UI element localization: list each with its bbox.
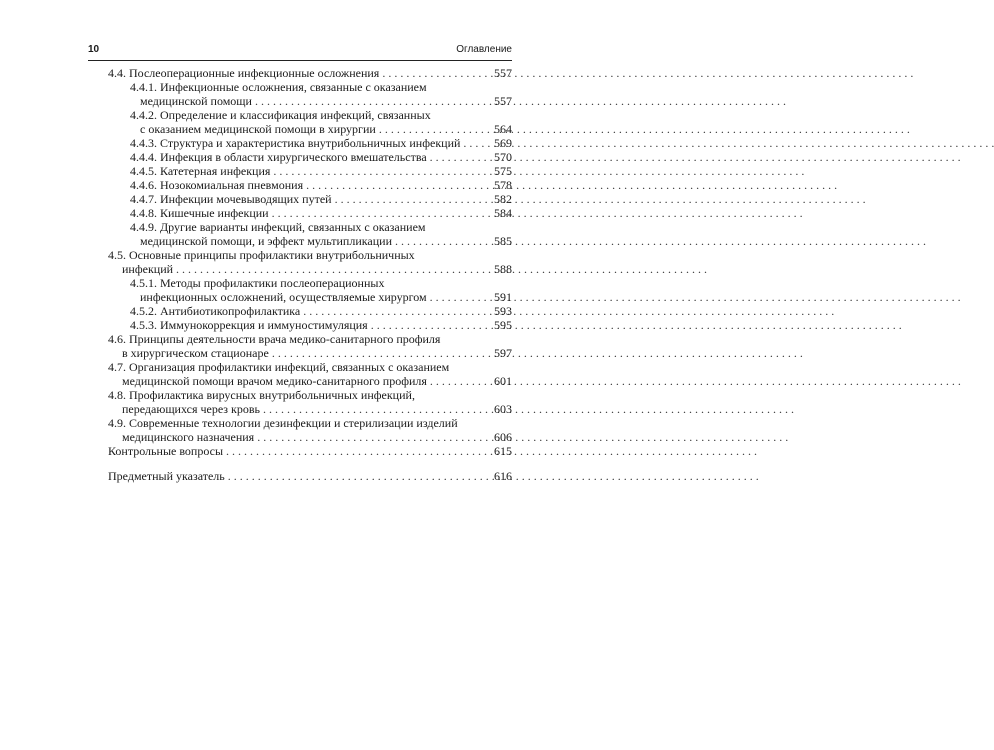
table-of-contents [108, 66, 512, 483]
dot-leader [306, 178, 491, 192]
toc-page-number: 603 [494, 402, 512, 416]
page-number: 10 [88, 44, 100, 55]
toc-entry[interactable] [108, 332, 512, 360]
toc-entry[interactable] [108, 220, 512, 248]
toc-entry-title: 4.4.9. Другие варианты инфекций, связанных с оказанием [130, 220, 426, 234]
toc-page-number: 582 [494, 192, 512, 206]
toc-page-number: 588 [494, 262, 512, 276]
toc-entry-title: медицинской помощи врачом медико-санитарного профиля [122, 374, 427, 388]
toc-entry-title: с оказанием медицинской помощи в хирургии [140, 122, 376, 136]
toc-entry-title: в хирургическом стационаре [122, 346, 269, 360]
toc-entry[interactable] [108, 108, 512, 136]
dot-leader [176, 262, 491, 276]
toc-page-number: 585 [494, 234, 512, 248]
toc-entry[interactable] [108, 150, 512, 164]
toc-page-number: 569 [494, 136, 512, 150]
toc-entry[interactable] [108, 66, 512, 80]
dot-leader [273, 164, 491, 178]
toc-entry-title: 4.4. Послеоперационные инфекционные осложнения [108, 66, 380, 80]
toc-entry[interactable] [108, 360, 512, 388]
toc-page-number: 591 [494, 290, 512, 304]
toc-entry-title: медицинской помощи, и эффект мультипликации [140, 234, 393, 248]
toc-page-number: 557 [494, 94, 512, 108]
running-head [88, 44, 512, 60]
toc-entry-title: 4.4.8. Кишечные инфекции [130, 206, 269, 220]
dot-leader [379, 122, 491, 136]
toc-page-number: 593 [494, 304, 512, 318]
toc-entry[interactable] [108, 388, 512, 416]
toc-entry[interactable] [108, 192, 512, 206]
toc-entry-title: 4.4.6. Нозокомиальная пневмония [130, 178, 304, 192]
toc-entry[interactable] [108, 276, 512, 304]
dot-leader [263, 402, 491, 416]
toc-entry[interactable] [108, 318, 512, 332]
toc-entry-title: 4.5.3. Иммунокоррекция и иммуностимуляция [130, 318, 368, 332]
header-rule [88, 60, 512, 61]
dot-leader [228, 469, 491, 483]
toc-entry-title: 4.8. Профилактика вирусных внутрибольничных инфекций, [108, 388, 415, 402]
toc-entry-title: 4.9. Современные технологии дезинфекции и стерилизации изделий [108, 416, 458, 430]
toc-page-number: 564 [494, 122, 512, 136]
toc-entry-title: 4.5.1. Методы профилактики послеоперационных [130, 276, 385, 290]
dot-leader [371, 318, 491, 332]
toc-entry-title: медицинского назначения [122, 430, 255, 444]
toc-entry-title: 4.4.1. Инфекционные осложнения, связанные с оказанием [130, 80, 427, 94]
toc-entry-title: инфекционных осложнений, осуществляемые хирургом [140, 290, 427, 304]
dot-leader [255, 94, 491, 108]
toc-entry[interactable] [108, 164, 512, 178]
toc-entry-title: 4.4.3. Структура и характеристика внутрибольничных инфекций [130, 136, 461, 150]
toc-page-number: 570 [494, 150, 512, 164]
toc-page-number: 606 [494, 430, 512, 444]
toc-entry-title: 4.7. Организация профилактики инфекций, связанных с оказанием [108, 360, 450, 374]
toc-entry-title: 4.5. Основные принципы профилактики внутрибольничных [108, 248, 415, 262]
dot-leader [463, 136, 491, 150]
toc-entry[interactable] [108, 444, 512, 458]
toc-entry-title: инфекций [122, 262, 174, 276]
toc-page-number: 557 [494, 66, 512, 80]
toc-entry[interactable] [108, 206, 512, 220]
toc-entry-title: 4.5.2. Антибиотикопрофилактика [130, 304, 301, 318]
toc-page-number: 597 [494, 346, 512, 360]
toc-entry-title: Предметный указатель [108, 469, 225, 483]
dot-leader [226, 444, 491, 458]
toc-page-number: 575 [494, 164, 512, 178]
dot-leader [430, 150, 491, 164]
toc-entry-title: 4.4.5. Катетерная инфекция [130, 164, 271, 178]
dot-leader [257, 430, 491, 444]
toc-page-number: 601 [494, 374, 512, 388]
toc-page-number: 578 [494, 178, 512, 192]
toc-page-number: 616 [494, 469, 512, 483]
toc-entry-title: 4.4.4. Инфекция в области хирургического вмешательства [130, 150, 427, 164]
toc-entry-title: передающихся через кровь [122, 402, 261, 416]
toc-entry-title: 4.4.2. Определение и классификация инфекций, связанных [130, 108, 431, 122]
toc-entry[interactable] [108, 136, 512, 150]
toc-entry-title: медицинской помощи [140, 94, 252, 108]
toc-entry[interactable] [108, 248, 512, 276]
section-title: Оглавление [456, 44, 512, 55]
dot-leader [430, 374, 491, 388]
toc-entry-title: 4.6. Принципы деятельности врача медико-санитарного профиля [108, 332, 441, 346]
toc-entry[interactable] [108, 416, 512, 444]
dot-leader [335, 192, 491, 206]
toc-entry[interactable] [108, 178, 512, 192]
toc-page-number: 615 [494, 444, 512, 458]
dot-leader [303, 304, 491, 318]
dot-leader [272, 206, 491, 220]
dot-leader [272, 346, 491, 360]
toc-entry[interactable] [108, 304, 512, 318]
dot-leader [382, 66, 491, 80]
toc-entry[interactable] [108, 80, 512, 108]
toc-entry-title: 4.4.7. Инфекции мочевыводящих путей [130, 192, 332, 206]
toc-entry-title: Контрольные вопросы [108, 444, 224, 458]
toc-entry[interactable] [108, 469, 512, 483]
toc-page-number: 595 [494, 318, 512, 332]
dot-leader [430, 290, 491, 304]
dot-leader [395, 234, 491, 248]
toc-page-number: 584 [494, 206, 512, 220]
